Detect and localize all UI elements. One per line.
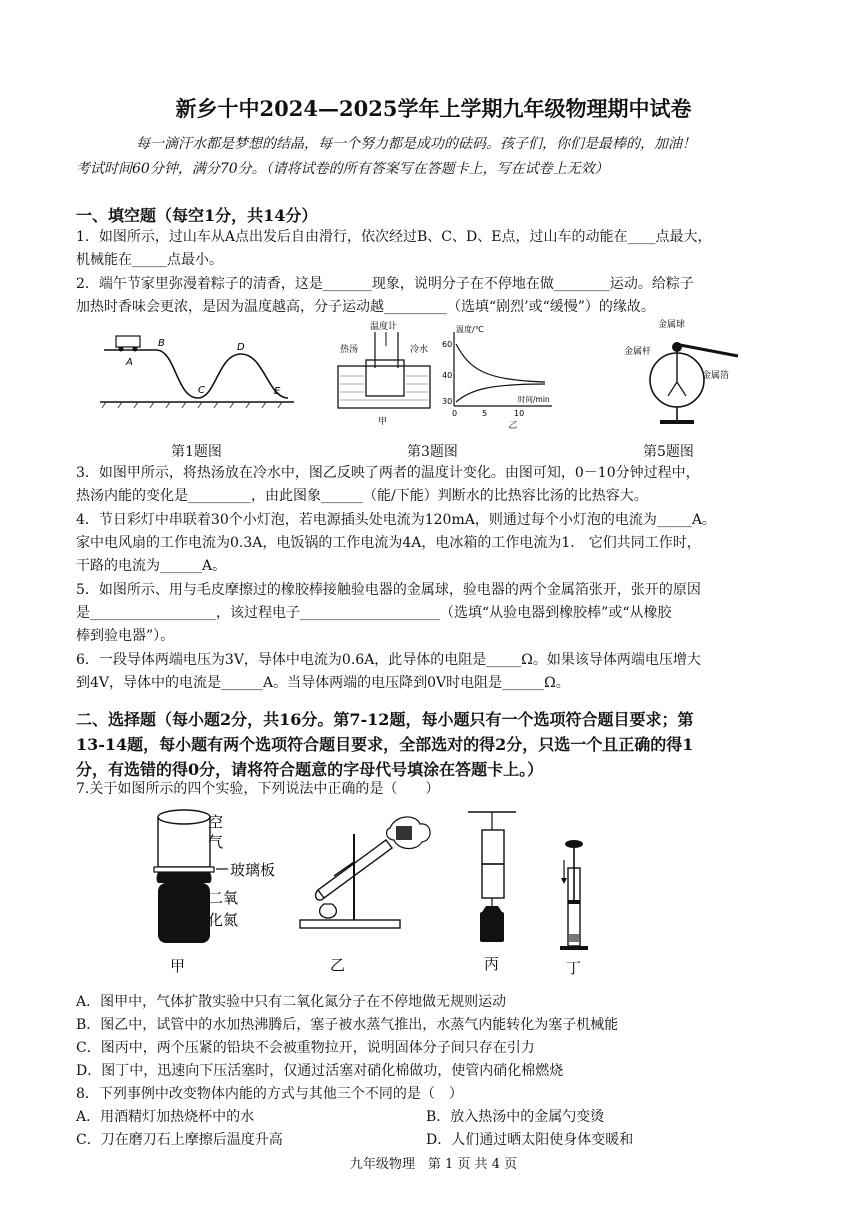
q8-option-b: B．放入热汤中的金属勺变烫 [426, 1109, 605, 1125]
q3-line1: 3．如图甲所示，将热汤放在冷水中，图乙反映了两者的温度计变化。由图可知，0－10分钟过程中， [76, 465, 700, 481]
q8-stem: 8．下列事例中改变物体内能的方式与其他三个不同的是（ ） [76, 1086, 463, 1102]
fig1-label-b: B [158, 338, 165, 349]
section2-heading-line2: 13-14题，每小题有两个选项符合题目要求，全部选对的得2分，只选一个且正确的得1 [76, 735, 694, 754]
q6-line1: 6．一段导体两端电压为3V，导体中电流为0.6A，此导体的电阻是_____Ω。如果该导体两端电压增大 [76, 652, 701, 668]
fig1-label-e: E [274, 386, 281, 397]
motto: 每一滴汗水都是梦想的结晶，每一个努力都是成功的砝码。孩子们，你们是最棒的，加油！ [136, 136, 696, 152]
q7-label-glass-plate: 玻璃板 [230, 861, 276, 879]
q7-label-jia: 甲 [170, 957, 186, 975]
q7-option-a: A．图甲中，气体扩散实验中只有二氧化氮分子在不停地做无规则运动 [76, 994, 507, 1010]
fig5-label-ball: 金属球 [658, 320, 686, 330]
fig1-label-a: A [126, 357, 133, 368]
q7-fig-ding-piston [552, 838, 602, 978]
section1-heading: 一、填空题（每空1分，共14分） [76, 206, 318, 225]
section2-heading-line3: 分，有选错的得0分，请将符合题意的字母代号填涂在答题卡上。） [76, 760, 544, 779]
q4-line3: 干路的电流为______A。 [76, 558, 227, 574]
q7-label-no2-a: 二氧 [208, 889, 239, 907]
q5-line1: 5．如图所示、用与毛皮摩擦过的橡胶棒接触验电器的金属球，验电器的两个金属箔张开，张开的原因 [76, 582, 701, 598]
fig5-label-foil: 金属箔 [702, 371, 730, 381]
q6-line2: 到4V，导体中的电流是______A。当导体两端的电压降到0V时电阻是______Ω。 [76, 675, 570, 691]
q8-option-a: A．用酒精灯加热烧杯中的水 [76, 1109, 255, 1125]
page-footer: 九年级物理 第 1 页 共 4 页 [349, 1157, 518, 1172]
q7-label-no2-b: 化氮 [208, 911, 239, 929]
fig3-label-jia: 甲 [378, 417, 388, 427]
q7-fig-jia-diffusion [150, 803, 290, 975]
page-title: 新乡十中2024—2025学年上学期九年级物理期中试卷 [175, 96, 692, 121]
q8-option-c: C．刀在磨刀石上摩擦后温度升高 [76, 1132, 283, 1148]
fig5-electroscope [620, 316, 750, 432]
fig3-tick-40: 40 [442, 371, 453, 380]
fig1-roller-coaster [96, 322, 296, 417]
q2-line1: 2．端午节家里弥漫着粽子的清香，这是_______现象，说明分子在不停地在做________运动。给粽子 [76, 276, 694, 292]
q1-line2: 机械能在_____点最小。 [76, 252, 223, 268]
q2-line2: 加热时香味会更浓，是因为温度越高，分子运动越_________（选填“剧烈’或“缓慢”）的缘故。 [76, 299, 655, 315]
q1-line1: 1．如图所示，过山车从A点出发后自由滑行，依次经过B、C、D、E点，过山车的动能在____点最大， [76, 229, 712, 245]
fig3-caption: 第3题图 [407, 444, 458, 460]
q7-option-c: C．图丙中，两个压紧的铅块不会被重物拉开，说明固体分子间只存在引力 [76, 1040, 535, 1056]
fig5-label-rod: 金属杆 [624, 347, 652, 357]
fig3-label-temp-axis: 温度/℃ [456, 325, 484, 334]
q3-line2: 热汤内能的变化是_________，由此图象______（能/下能）判断水的比热容比汤的比热容大。 [76, 488, 648, 504]
fig3-tick-0: 0 [452, 409, 458, 418]
q4-line2: 家中电风扇的工作电流为0.3A，电饭锅的工作电流为4A，电冰箱的工作电流为1. 它们共同工作时， [76, 535, 701, 551]
fig3-thermometer-graph [330, 318, 560, 434]
q7-label-bing: 丙 [484, 955, 500, 973]
fig3-tick-60: 60 [442, 340, 453, 349]
exam-note: 考试时间60分钟，满分70分。（请将试卷的所有答案写在答题卡上，写在试卷上无效） [76, 161, 609, 177]
fig1-caption: 第1题图 [171, 444, 222, 460]
q5-line3: 棒到验电器”）。 [76, 628, 175, 644]
fig3-label-yi: 乙 [508, 421, 518, 431]
q7-label-yi: 乙 [330, 956, 346, 974]
q5-line2: 是__________________，该过程电子____________________（选填“从验电器到橡胶棒”或“从橡胶 [76, 605, 672, 621]
q7-stem: 7.关于如图所示的四个实验，下列说法中正确的是（ ） [76, 781, 440, 797]
fig3-tick-5: 5 [482, 409, 488, 418]
q7-fig-yi-test-tube [290, 810, 440, 975]
q4-line1: 4．节日彩灯中串联着30个小灯泡，若电源插头处电流为120mA，则通过每个小灯泡的电流为_____A。 [76, 512, 716, 528]
fig3-label-thermometer: 温度计 [370, 322, 398, 332]
q7-fig-bing-lead-blocks [466, 806, 526, 976]
fig5-caption: 第5题图 [643, 444, 694, 460]
fig3-tick-30: 30 [442, 397, 453, 406]
fig1-label-c: C [198, 385, 205, 396]
section2-heading-line1: 二、选择题（每小题2分，共16分。第7-12题，每小题只有一个选项符合题目要求；第 [76, 710, 694, 729]
fig3-label-hot-soup: 热汤 [340, 345, 359, 355]
q7-option-d: D．图丁中，迅速向下压活塞时，仅通过活塞对硝化棉做功，使管内硝化棉燃烧 [76, 1063, 564, 1079]
q7-label-ding: 丁 [566, 959, 582, 977]
fig3-tick-10: 10 [514, 409, 525, 418]
q8-option-d: D．人们通过晒太阳使身体变暖和 [426, 1132, 634, 1148]
q7-option-b: B．图乙中，试管中的水加热沸腾后，塞子被水蒸气推出，水蒸气内能转化为塞子机械能 [76, 1017, 619, 1033]
fig1-label-d: D [237, 342, 245, 353]
q7-label-qi: 气 [208, 833, 224, 851]
q7-label-kong: 空 [208, 813, 224, 831]
fig3-label-cold-water: 冷水 [410, 345, 429, 355]
fig3-label-time-axis: 时间/min [518, 395, 550, 404]
